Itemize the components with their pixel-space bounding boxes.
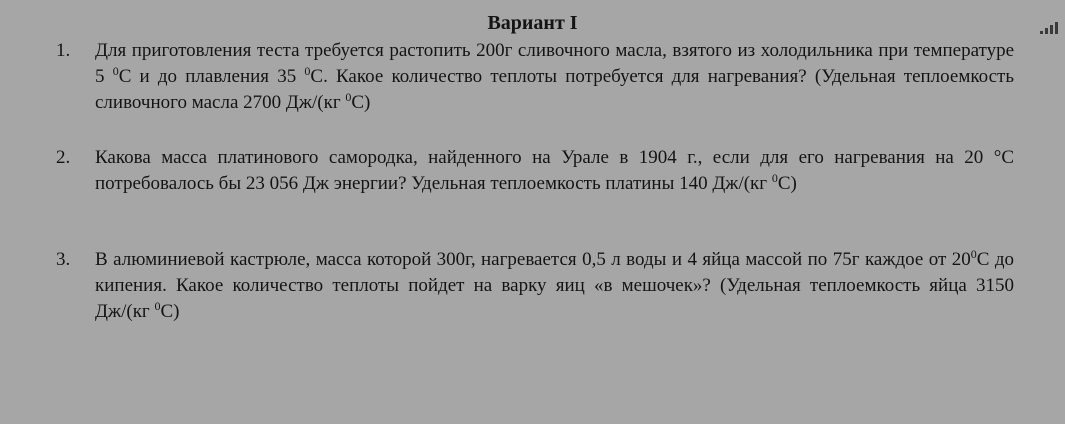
task-text-fragment: С) [777,173,797,194]
task-text-fragment: С до кипения. Какое количество теплоты пойдет на варку яиц «в мешочек»? (Удельная теплоемкость яйца 3150 Дж/(кг [95,249,1015,322]
task-number: 3. [56,249,71,270]
degree-superscript: 0 [154,299,161,313]
degree-superscript: 0 [112,64,119,78]
signal-bars-icon [1040,20,1062,34]
task-number: 1. [56,40,71,61]
task-text-fragment: С) [351,92,371,113]
degree-superscript: 0 [304,64,311,78]
task-3 [56,247,1014,325]
task-text-fragment: В алюминиевой кастрюле, масса которой 300г, нагревается 0,5 л воды и 4 яйца массой по 75г каждое от 20 [95,249,971,270]
degree-superscript: 0 [970,247,977,261]
task-text-fragment: С) [160,301,180,322]
task-text [95,145,1014,197]
task-text-fragment: С. Какое количество теплоты потребуется для нагревания? (Удельная теплоемкость сливочного масла 2700 Дж/(кг [95,66,1014,113]
variant-title: Вариант I [487,12,578,34]
task-1 [56,38,1014,116]
task-text [95,38,1014,116]
task-2 [56,145,1014,197]
task-number: 2. [56,147,71,168]
task-text-fragment: Для приготовления теста требуется растопить 200г сливочного масла, взятого из холодильника при температуре 5 [95,40,1014,87]
degree-superscript: 0 [345,90,352,104]
task-text [95,247,1014,325]
task-text-fragment: Какова масса платинового самородка, найденного на Урале в 1904 г., если для его нагревания на 20 °С потребовалось бы 23 056 Дж энергии? Удельная теплоемкость платины 140 Дж/(кг [95,147,1014,194]
degree-superscript: 0 [771,171,778,185]
task-text-fragment: С и до плавления 35 [118,66,305,87]
